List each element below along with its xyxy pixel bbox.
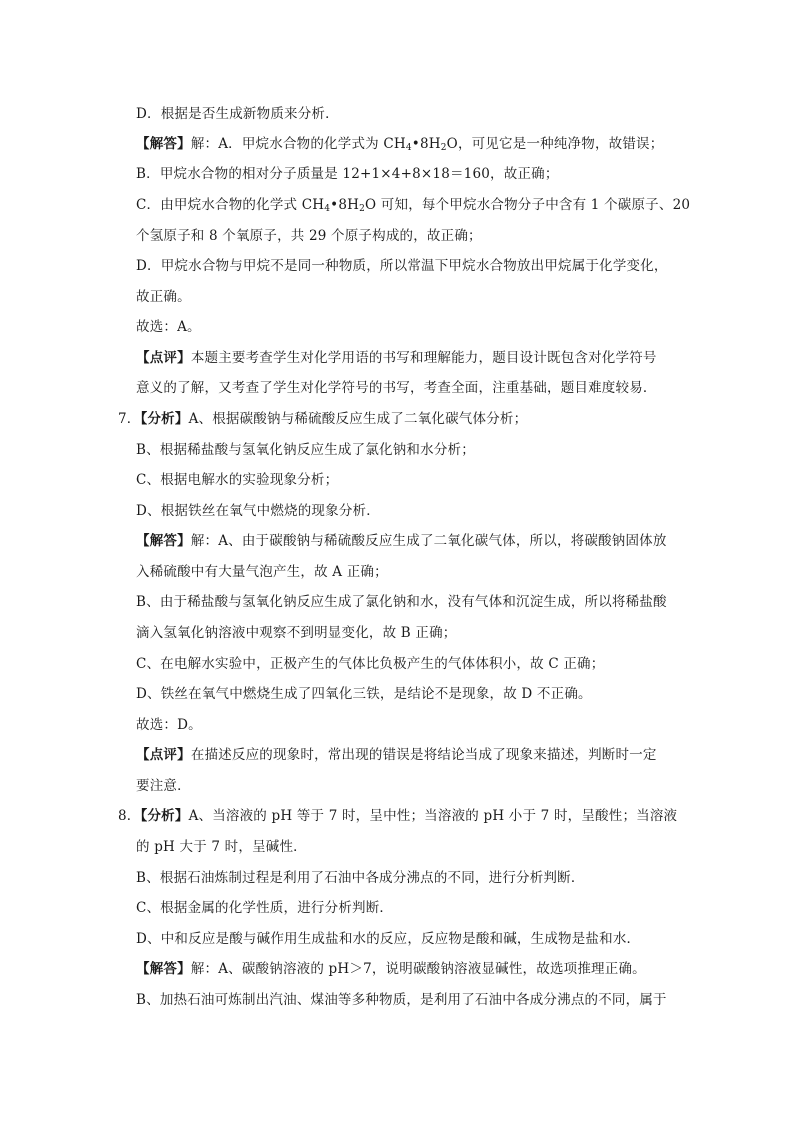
text-segment: O，可见它是一种纯净物，故错误； bbox=[446, 136, 664, 152]
subscript: 4 bbox=[405, 143, 412, 153]
text-line bbox=[0, 837, 794, 857]
text-line bbox=[0, 195, 794, 215]
text-line bbox=[0, 226, 794, 246]
text-segment: 解：A．甲烷水合物的化学式为 CH bbox=[190, 136, 406, 152]
text-segment: B、根据石油炼制过程是利用了石油中各成分沸点的不同，进行分析判断． bbox=[136, 870, 585, 886]
text-segment: 故选：A。 bbox=[136, 319, 201, 335]
text-segment: 解：A、碳酸钠溶液的 pH＞7，说明碳酸钠溶液显碱性，故选项推理正确。 bbox=[190, 961, 646, 977]
text-line bbox=[0, 562, 794, 582]
section-label: 【解答】 bbox=[136, 961, 191, 977]
text-segment: O 可知，每个甲烷水合物分子中含有 1 个碳原子、20 bbox=[365, 197, 691, 213]
text-line bbox=[0, 592, 794, 612]
text-line bbox=[0, 990, 794, 1010]
text-line bbox=[0, 409, 794, 429]
text-line bbox=[0, 104, 794, 124]
text-segment: C、根据电解水的实验现象分析； bbox=[136, 472, 339, 488]
section-label: 【解答】 bbox=[136, 136, 191, 152]
text-segment: B、根据稀盐酸与氢氧化钠反应生成了氯化钠和水分析； bbox=[136, 442, 475, 458]
text-segment: C、在电解水实验中，正极产生的气体比负极产生的气体体积小，故 C 正确； bbox=[136, 656, 605, 672]
text-segment: 意义的了解，又考查了学生对化学符号的书写，考查全面，注重基础，题目难度较易． bbox=[136, 380, 657, 396]
section-label: 【点评】 bbox=[136, 350, 191, 366]
text-line bbox=[0, 623, 794, 643]
text-line bbox=[0, 776, 794, 796]
text-segment: B．甲烷水合物的相对分子质量是 12+1×4+8×18＝160，故正确； bbox=[136, 166, 559, 182]
text-line bbox=[0, 531, 794, 551]
text-segment: 的 pH 大于 7 时，呈碱性． bbox=[136, 839, 307, 855]
text-segment: 解：A、由于碳酸钠与稀硫酸反应生成了二氧化碳气体，所以，将碳酸钠固体放 bbox=[190, 533, 667, 549]
text-segment: 本题主要考查学生对化学用语的书写和理解能力，题目设计既包含对化学符号 bbox=[190, 350, 657, 366]
text-line bbox=[0, 929, 794, 949]
text-segment: •8H bbox=[330, 197, 360, 213]
text-segment: 故选：D。 bbox=[136, 717, 202, 733]
text-segment: 个氢原子和 8 个氧原子，共 29 个原子构成的，故正确； bbox=[136, 228, 482, 244]
text-segment: B、由于稀盐酸与氢氧化钠反应生成了氯化钠和水，没有气体和沉淀生成，所以将稀盐酸 bbox=[136, 594, 667, 610]
text-segment: D、中和反应是酸与碱作用生成盐和水的反应，反应物是酸和碱，生成物是盐和水． bbox=[136, 931, 641, 947]
text-segment: 要注意． bbox=[136, 778, 191, 794]
text-line bbox=[0, 715, 794, 735]
text-segment: D、铁丝在氧气中燃烧生成了四氧化三铁，是结论不是现象，故 D 不正确。 bbox=[136, 686, 592, 702]
text-line bbox=[0, 317, 794, 337]
text-line bbox=[0, 470, 794, 490]
text-segment: •8H bbox=[411, 136, 441, 152]
text-segment: 滴入氢氧化钠溶液中观察不到明显变化，故 B 正确； bbox=[136, 625, 457, 641]
text-segment: 7． bbox=[118, 411, 141, 427]
section-label: 【分析】 bbox=[140, 808, 189, 824]
text-segment: A、当溶液的 pH 等于 7 时，呈中性；当溶液的 pH 小于 7 时，呈酸性；当溶液 bbox=[188, 808, 678, 824]
text-segment: C．由甲烷水合物的化学式 CH bbox=[136, 197, 325, 213]
text-segment: D．根据是否生成新物质来分析． bbox=[136, 106, 339, 122]
subscript: 2 bbox=[359, 204, 366, 214]
text-line bbox=[0, 134, 794, 154]
text-line bbox=[0, 256, 794, 276]
text-line bbox=[0, 440, 794, 460]
text-line bbox=[0, 745, 794, 765]
text-segment: D、根据铁丝在氧气中燃烧的现象分析． bbox=[136, 503, 380, 519]
text-segment: 故正确。 bbox=[136, 289, 191, 305]
text-line bbox=[0, 501, 794, 521]
text-line bbox=[0, 684, 794, 704]
text-segment: 在描述反应的现象时，常出现的错误是将结论当成了现象来描述，判断时一定 bbox=[190, 747, 657, 763]
text-line bbox=[0, 806, 794, 826]
subscript: 2 bbox=[440, 143, 447, 153]
section-label: 【解答】 bbox=[136, 533, 191, 549]
text-line bbox=[0, 378, 794, 398]
text-line bbox=[0, 654, 794, 674]
text-segment: 8． bbox=[118, 808, 141, 824]
text-segment: 入稀硫酸中有大量气泡产生，故 A 正确； bbox=[136, 564, 388, 580]
text-line bbox=[0, 164, 794, 184]
text-line bbox=[0, 287, 794, 307]
text-line bbox=[0, 959, 794, 979]
text-line bbox=[0, 868, 794, 888]
text-line bbox=[0, 898, 794, 918]
text-segment: D．甲烷水合物与甲烷不是同一种物质，所以常温下甲烷水合物放出甲烷属于化学变化， bbox=[136, 258, 668, 274]
text-segment: B、加热石油可炼制出汽油、煤油等多种物质，是利用了石油中各成分沸点的不同，属于 bbox=[136, 992, 667, 1008]
text-segment: C、根据金属的化学性质，进行分析判断． bbox=[136, 900, 394, 916]
section-label: 【分析】 bbox=[140, 411, 189, 427]
section-label: 【点评】 bbox=[136, 747, 191, 763]
text-segment: A、根据碳酸钠与稀硫酸反应生成了二氧化碳气体分析； bbox=[188, 411, 528, 427]
subscript: 4 bbox=[324, 204, 331, 214]
text-line bbox=[0, 348, 794, 368]
